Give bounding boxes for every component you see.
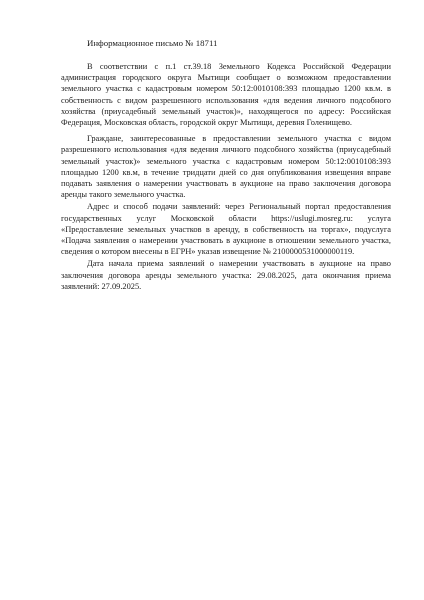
paragraph-submission-address: Адрес и способ подачи заявлений: через Региональный портал предоставления государственных услуг Московской области https://uslugi.mosreg.ru: услуга «Предоставление земельных участков в аренду, в собственность на торгах», подуслуга «Подача заявления о намерении участвовать в аукционе в отношении земельного участка, сведения о котором внесены в ЕГРН» указав извещение № 2100000531000000119. xyxy=(61,202,391,257)
paragraph-land-plot-notice: В соответствии с п.1 ст.39.18 Земельного Кодекса Российской Федерации администрация городского округа Мытищи сообщает о возможном предоставлении земельного участка с кадастровым номером 50:12:0010108:393 площадью 1200 кв.м. в собственность с видом разрешенного использования «для ведения личного подсобного хозяйства (приусадебный земельный участок)», находящегося по адресу: Российская Федерация, Московская область, городской округ Мытищи, деревня Голенищево. xyxy=(61,62,391,128)
letter-title: Информационное письмо № 18711 xyxy=(87,38,218,48)
paragraph-citizens-applications: Граждане, заинтересованные в предоставлении земельного участка с видом разрешенного использования «для ведения личного подсобного хозяйства (приусадебный земельный участок)» земельного участка с кадастровым номером 50:12:0010108:393 площадью 1200 кв.м, в течение тридцати дней со дня опубликования извещения вправе подавать заявления о намерении участвовать в аукционе на право заключения договора аренды такого земельного участка. xyxy=(61,134,391,200)
paragraph-application-dates: Дата начала приема заявлений о намерении участвовать в аукционе на право заключения договора аренды земельного участка: 29.08.2025, дата окончания приема заявлений: 27.09.2025. xyxy=(61,259,391,291)
